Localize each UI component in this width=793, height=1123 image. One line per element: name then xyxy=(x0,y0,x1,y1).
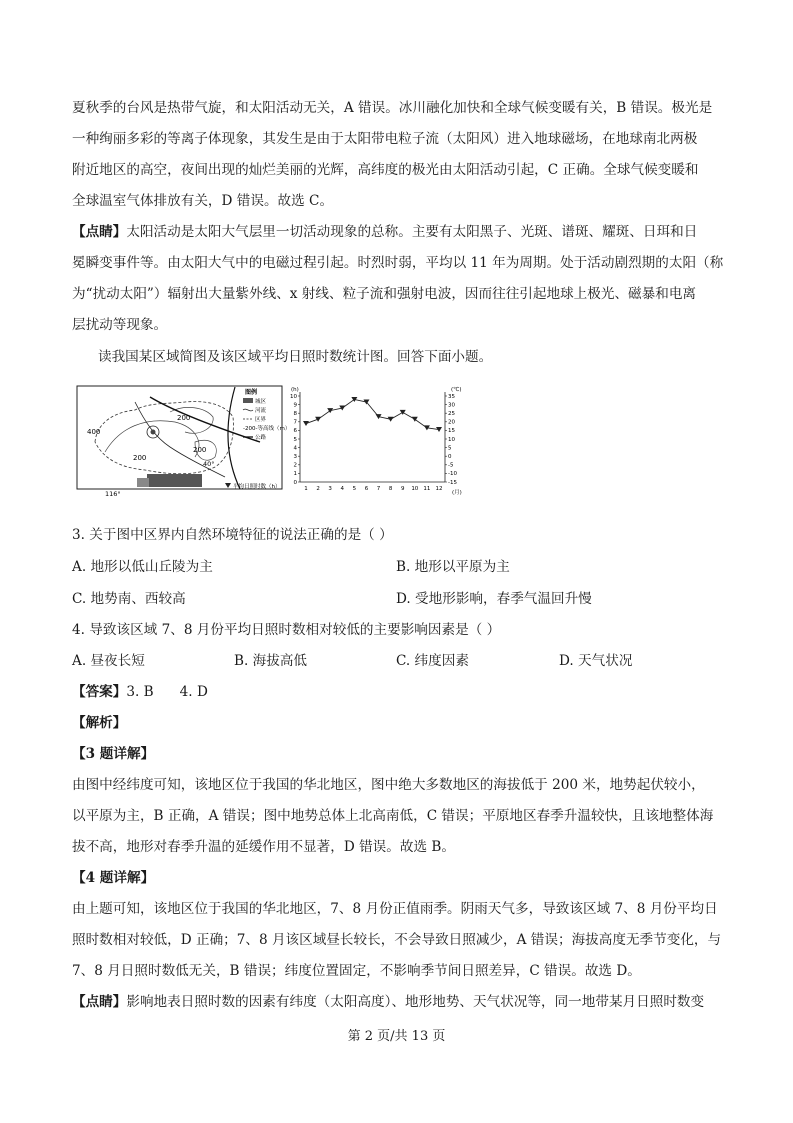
x-tick-label: 1 xyxy=(304,486,308,492)
dianjing2-line1 xyxy=(72,990,704,1010)
x-tick-label: 2 xyxy=(316,486,320,492)
x-tick-label: 9 xyxy=(400,486,405,492)
legend-label: -200-等高线（m） xyxy=(243,426,291,432)
longitude-label: 116° xyxy=(105,490,121,497)
y2-tick-label: -10 xyxy=(448,471,457,478)
d3-line2: 以平原为主，B 正确，A 错误；图中地势总体上北高南低，C 错误；平原地区春季升温较快，且该地整体海 xyxy=(72,808,714,824)
data-point xyxy=(400,410,406,415)
urban-area xyxy=(137,478,149,487)
latitude-label: 40° xyxy=(203,460,215,468)
q4-option-c: C. 纬度因素 xyxy=(396,653,469,669)
region-map-and-sunshine-chart xyxy=(75,382,475,497)
contour-label: 200 xyxy=(133,454,147,462)
x-tick-label: 3 xyxy=(328,486,332,492)
legend-swatch-urban xyxy=(243,398,253,403)
y-tick-label: 8 xyxy=(293,411,297,417)
dianjing2-text1: 影响地表日照时数的因素有纬度（太阳高度）、地形地势、天气状况等，同一地带某月日照时数变 xyxy=(126,994,705,1010)
q4-option-b: B. 海拔高低 xyxy=(234,653,308,669)
answer-3: 3. B xyxy=(126,684,154,700)
x-tick-label: 5 xyxy=(352,486,357,492)
y2-axis-unit: (℃) xyxy=(451,387,462,393)
y-tick-label: 0 xyxy=(293,479,297,486)
data-point xyxy=(315,417,321,422)
y-tick-label: 3 xyxy=(293,454,297,460)
q3-option-a: A. 地形以低山丘陵为主 xyxy=(72,559,213,575)
d4-title: 【4 题详解】 xyxy=(72,870,155,886)
dianjing1-line3: 为“扰动太阳”）辐射出大量紫外线、x 射线、粒子流和强射电波，因而往往引起地球上极光、磁暴和电离 xyxy=(72,286,697,302)
x-tick-label: 7 xyxy=(376,486,381,492)
chart-axes xyxy=(290,392,457,492)
x-tick-label: 12 xyxy=(435,486,443,492)
d4-line3: 7、8 月日照时数低无关，B 错误；纬度位置固定，不影响季节间日照差异，C 错误。故选 D。 xyxy=(72,963,641,979)
urban-area xyxy=(147,474,202,487)
para1-line2: 一种绚丽多彩的等离子体现象，其发生是由于太阳带电粒子流（太阳风）进入地球磁场，在地球南北两极 xyxy=(72,131,698,147)
q3-stem: 3. 关于图中区界内自然环境特征的说法正确的是（ ） xyxy=(72,527,393,543)
q4-option-d: D. 天气状况 xyxy=(559,653,633,669)
y-tick-label: 9 xyxy=(293,402,297,409)
contour-label: 200 xyxy=(177,414,191,422)
x-tick-label: 10 xyxy=(411,486,419,492)
y-axis-unit: (h) xyxy=(291,387,299,393)
x-tick-label: 4 xyxy=(340,486,345,492)
jiexi-tag: 【解析】 xyxy=(72,715,127,731)
legend-label: 区界 xyxy=(255,417,267,423)
y-tick-label: 1 xyxy=(293,471,297,478)
y-tick-label: 4 xyxy=(293,445,297,452)
q3-option-d: D. 受地形影响，春季气温回升慢 xyxy=(396,591,592,607)
page-footer: 第 2 页/共 13 页 xyxy=(347,1029,446,1044)
answer-tag: 【答案】 xyxy=(72,684,127,700)
legend-label: 城区 xyxy=(255,399,267,405)
legend-label: 河流 xyxy=(255,408,267,414)
y2-tick-label: -15 xyxy=(448,479,457,486)
q4-stem: 4. 导致该区域 7、8 月份平均日照时数相对较低的主要影响因素是（ ） xyxy=(72,622,501,638)
para1-line4: 全球温室气体排放有关，D 错误。故选 C。 xyxy=(72,193,334,209)
y2-tick-label: 10 xyxy=(448,436,455,443)
y2-tick-label: 5 xyxy=(448,445,452,452)
q3-option-b: B. 地形以平原为主 xyxy=(396,559,510,575)
d4-line1: 由上题可知，该地区位于我国的华北地区，7、8 月份正值雨季。阴雨天气多，导致该区域 7、8 月份平均日 xyxy=(72,901,718,917)
d3-line1: 由图中经纬度可知，该地区位于我国的华北地区，图中绝大多数地区的海拔低于 200 米，地势起伏较小， xyxy=(72,777,705,793)
figure xyxy=(75,382,475,497)
d3-title: 【3 题详解】 xyxy=(72,746,155,762)
answer-4: 4. D xyxy=(179,684,208,700)
y2-tick-label: -5 xyxy=(448,462,454,469)
x-tick-label: 8 xyxy=(388,486,393,492)
y-tick-label: 5 xyxy=(293,436,297,443)
d4-line2: 照时数相对较低，D 正确；7、8 月该区域昼长较长，不会导致日照减少，A 错误；海拔高度无季节变化，与 xyxy=(72,932,722,948)
legend-swatch-sunshine xyxy=(225,483,231,488)
y-tick-label: 2 xyxy=(293,462,297,469)
y2-tick-label: 30 xyxy=(448,402,455,409)
x-tick-label: 11 xyxy=(423,486,431,492)
sunshine-chart xyxy=(290,386,462,496)
y-tick-label: 7 xyxy=(293,419,297,426)
region-map xyxy=(77,386,290,497)
road xyxy=(150,397,260,442)
city-marker xyxy=(151,430,156,435)
d3-line3: 拔不高，地形对春季升温的延缓作用不显著，D 错误。故选 B。 xyxy=(72,839,455,855)
para1-line3: 附近地区的高空，夜间出现的灿烂美丽的光辉，高纬度的极光由太阳活动引起，C 正确。全球气候变暖和 xyxy=(72,162,699,178)
q4-option-a: A. 昼夜长短 xyxy=(72,653,145,669)
para1-line1: 夏秋季的台风是热带气旋，和太阳活动无关，A 错误。冰川融化加快和全球气候变暖有关，B 错误。极光是 xyxy=(72,100,713,116)
contour-label: 400 xyxy=(87,428,101,436)
dianjing1-tag: 【点睛】 xyxy=(72,224,127,240)
y2-tick-label: 0 xyxy=(448,454,452,460)
contour-label: 200 xyxy=(193,446,207,454)
y-tick-label: 6 xyxy=(293,428,297,435)
answer-line xyxy=(72,680,208,700)
dianjing1-line4: 层扰动等现象。 xyxy=(72,317,168,333)
x-tick-label: 6 xyxy=(364,486,369,492)
legend-label: 平均日照时数（h） xyxy=(233,484,281,490)
dianjing1-line1 xyxy=(72,220,697,240)
chart-series xyxy=(303,397,442,432)
data-point xyxy=(303,421,309,426)
y2-tick-label: 20 xyxy=(448,419,455,426)
road xyxy=(228,387,240,489)
q3-option-c: C. 地势南、西较高 xyxy=(72,591,186,607)
legend-title: 图例 xyxy=(245,389,258,396)
x-axis-unit: (月) xyxy=(452,490,462,496)
series-line xyxy=(306,399,439,429)
y2-tick-label: 25 xyxy=(448,411,455,417)
y2-tick-label: 35 xyxy=(448,393,455,400)
y2-tick-label: 15 xyxy=(448,428,455,435)
question-intro: 读我国某区域简图及该区域平均日照时数统计图。回答下面小题。 xyxy=(98,349,493,365)
y-tick-label: 10 xyxy=(290,393,297,400)
legend-swatch-river xyxy=(243,409,253,411)
dianjing1-line2: 冕瞬变事件等。由太阳大气中的电磁过程引起。时烈时弱，平均以 11 年为周期。处于活动剧烈期的太阳（称 xyxy=(72,255,724,271)
legend-label: 公路 xyxy=(255,435,267,441)
dianjing1-text1: 太阳活动是太阳大气层里一切活动现象的总称。主要有太阳黑子、光斑、谱斑、耀斑、日珥和日 xyxy=(126,224,698,240)
dianjing2-tag: 【点睛】 xyxy=(72,994,127,1010)
